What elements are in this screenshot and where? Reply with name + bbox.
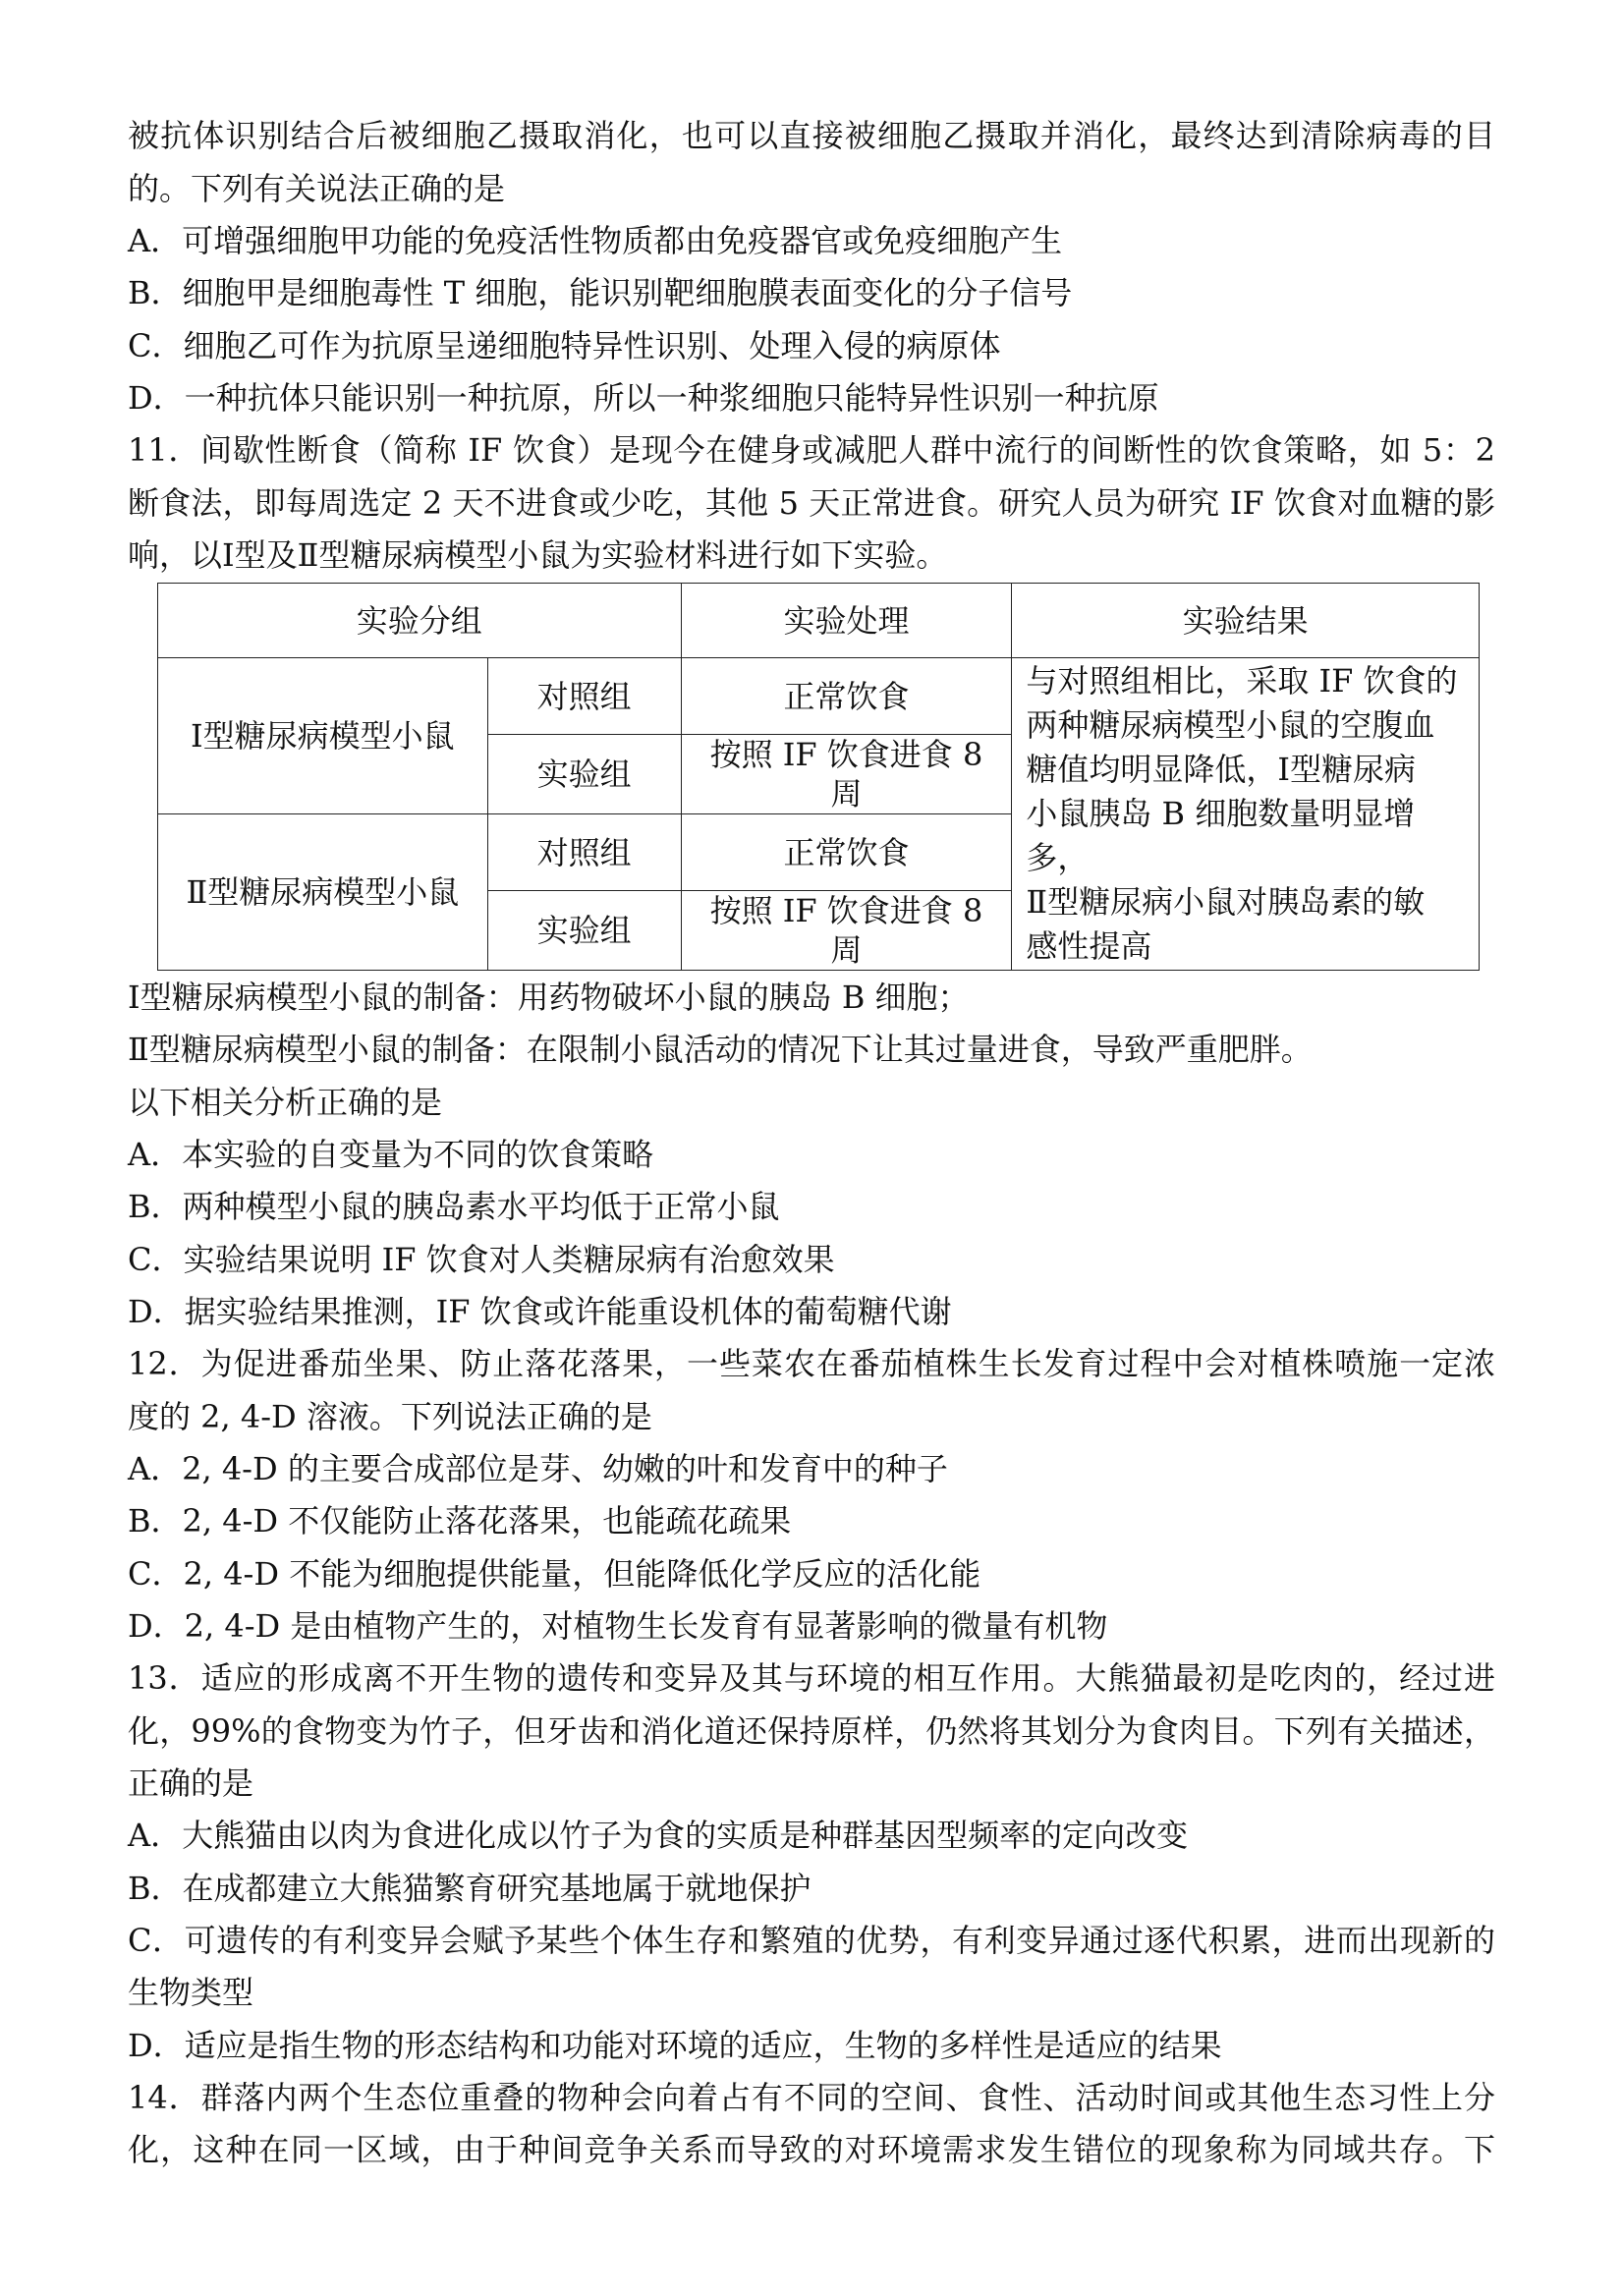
question-11-option-d: D．据实验结果推测，IF 饮食或许能重设机体的葡萄糖代谢 [128,1293,952,1330]
type1-control-cell: 对照组 [487,658,681,735]
result-line: Ⅱ型糖尿病小鼠对胰岛素的敏 [1026,883,1426,921]
question-14-stem-line-1: 14．群落内两个生态位重叠的物种会向着占有不同的空间、食性、活动时间或其他生态习性上分 [128,2079,1495,2116]
type2-experimental-treatment: 按照 IF 饮食进食 8 周 [681,891,1012,971]
model-prep-type1: Ⅰ型糖尿病模型小鼠的制备：用药物破坏小鼠的胰岛 B 细胞； [128,979,970,1016]
type2-control-treatment: 正常饮食 [681,814,1012,891]
question-12-option-d: D．2, 4-D 是由植物产生的，对植物生长发育有显著影响的微量有机物 [128,1607,1108,1645]
question-11-option-a: A．本实验的自变量为不同的饮食策略 [128,1136,654,1173]
type1-experimental-cell: 实验组 [487,735,681,814]
question-11-prompt: 以下相关分析正确的是 [128,1084,443,1121]
question-12-option-b: B．2, 4-D 不仅能防止落花落果，也能疏花疏果 [128,1502,792,1540]
result-line: 两种糖尿病模型小鼠的空腹血 [1026,706,1435,744]
type2-experimental-cell: 实验组 [487,891,681,971]
result-line: 糖值均明显降低，Ⅰ型糖尿病 [1026,751,1416,788]
header-result: 实验结果 [1012,584,1480,658]
experiment-table [157,583,1480,971]
question-12-stem-line-2: 度的 2, 4-D 溶液。下列说法正确的是 [128,1398,652,1435]
question-13-option-a: A．大熊猫由以肉为食进化成以竹子为食的实质是种群基因型频率的定向改变 [128,1817,1189,1854]
question-14-stem-line-2: 化，这种在同一区域，由于种间竞争关系而导致的对环境需求发生错位的现象称为同域共存。下 [128,2131,1495,2168]
header-group: 实验分组 [158,584,682,658]
question-13-option-d: D．适应是指生物的形态结构和功能对环境的适应，生物的多样性是适应的结果 [128,2027,1222,2064]
question-11-stem-line-1: 11．间歇性断食（简称 IF 饮食）是现今在健身或减肥人群中流行的间断性的饮食策略，如 5：2 [128,431,1495,469]
question-10-option-c: C．细胞乙可作为抗原呈递细胞特异性识别、处理入侵的病原体 [128,327,1001,364]
type1-experimental-treatment: 按照 IF 饮食进食 8 周 [681,735,1012,814]
question-10-option-a: A．可增强细胞甲功能的免疫活性物质都由免疫器官或免疫细胞产生 [128,222,1063,259]
result-line: 与对照组相比，采取 IF 饮食的 [1026,662,1458,700]
question-11-stem-line-2: 断食法，即每周选定 2 天不进食或少吃，其他 5 天正常进食。研究人员为研究 IF 饮食对血糖的影 [128,484,1495,522]
question-10-stem-line-2: 的。下列有关说法正确的是 [128,170,506,207]
model-prep-type2: Ⅱ型糖尿病模型小鼠的制备：在限制小鼠活动的情况下让其过量进食，导致严重肥胖。 [128,1031,1313,1068]
question-11-option-b: B．两种模型小鼠的胰岛素水平均低于正常小鼠 [128,1188,780,1225]
question-12-option-c: C．2, 4-D 不能为细胞提供能量，但能降低化学反应的活化能 [128,1555,981,1593]
question-11-stem-line-3: 响，以Ⅰ型及Ⅱ型糖尿病模型小鼠为实验材料进行如下实验。 [128,536,948,574]
result-cell [1012,658,1480,971]
question-10-stem-line-1: 被抗体识别结合后被细胞乙摄取消化，也可以直接被细胞乙摄取并消化，最终达到清除病毒的目 [128,117,1495,154]
question-13-stem-line-1: 13．适应的形成离不开生物的遗传和变异及其与环境的相互作用。大熊猫最初是吃肉的，经过进 [128,1659,1495,1697]
result-line: 感性提高 [1026,927,1152,965]
table-header-row [158,584,1480,658]
question-12-option-a: A．2, 4-D 的主要合成部位是芽、幼嫩的叶和发育中的种子 [128,1450,948,1487]
question-10-option-d: D．一种抗体只能识别一种抗原，所以一种浆细胞只能特异性识别一种抗原 [128,379,1159,417]
question-13-option-c-line-2: 生物类型 [128,1974,254,2011]
question-13-option-c-line-1: C．可遗传的有利变异会赋予某些个体生存和繁殖的优势，有利变异通过逐代积累，进而出现新的 [128,1922,1495,1959]
question-12-stem-line-1: 12．为促进番茄坐果、防止落花落果，一些菜农在番茄植株生长发育过程中会对植株喷施一定浓 [128,1345,1495,1382]
question-11-option-c: C．实验结果说明 IF 饮食对人类糖尿病有治愈效果 [128,1241,835,1278]
header-treatment: 实验处理 [681,584,1012,658]
table-row [158,658,1480,735]
type1-mouse-cell: Ⅰ型糖尿病模型小鼠 [158,658,488,814]
question-13-stem-line-2: 化，99%的食物变为竹子，但牙齿和消化道还保持原样，仍然将其划分为食肉目。下列有关描述， [128,1712,1495,1750]
result-line: 小鼠胰岛 B 细胞数量明显增多， [1026,795,1416,876]
type2-control-cell: 对照组 [487,814,681,891]
question-13-option-b: B．在成都建立大熊猫繁育研究基地属于就地保护 [128,1870,812,1907]
type2-mouse-cell: Ⅱ型糖尿病模型小鼠 [158,814,488,971]
question-13-stem-line-3: 正确的是 [128,1764,254,1802]
type1-control-treatment: 正常饮食 [681,658,1012,735]
question-10-option-b: B．细胞甲是细胞毒性 T 细胞，能识别靶细胞膜表面变化的分子信号 [128,274,1073,311]
